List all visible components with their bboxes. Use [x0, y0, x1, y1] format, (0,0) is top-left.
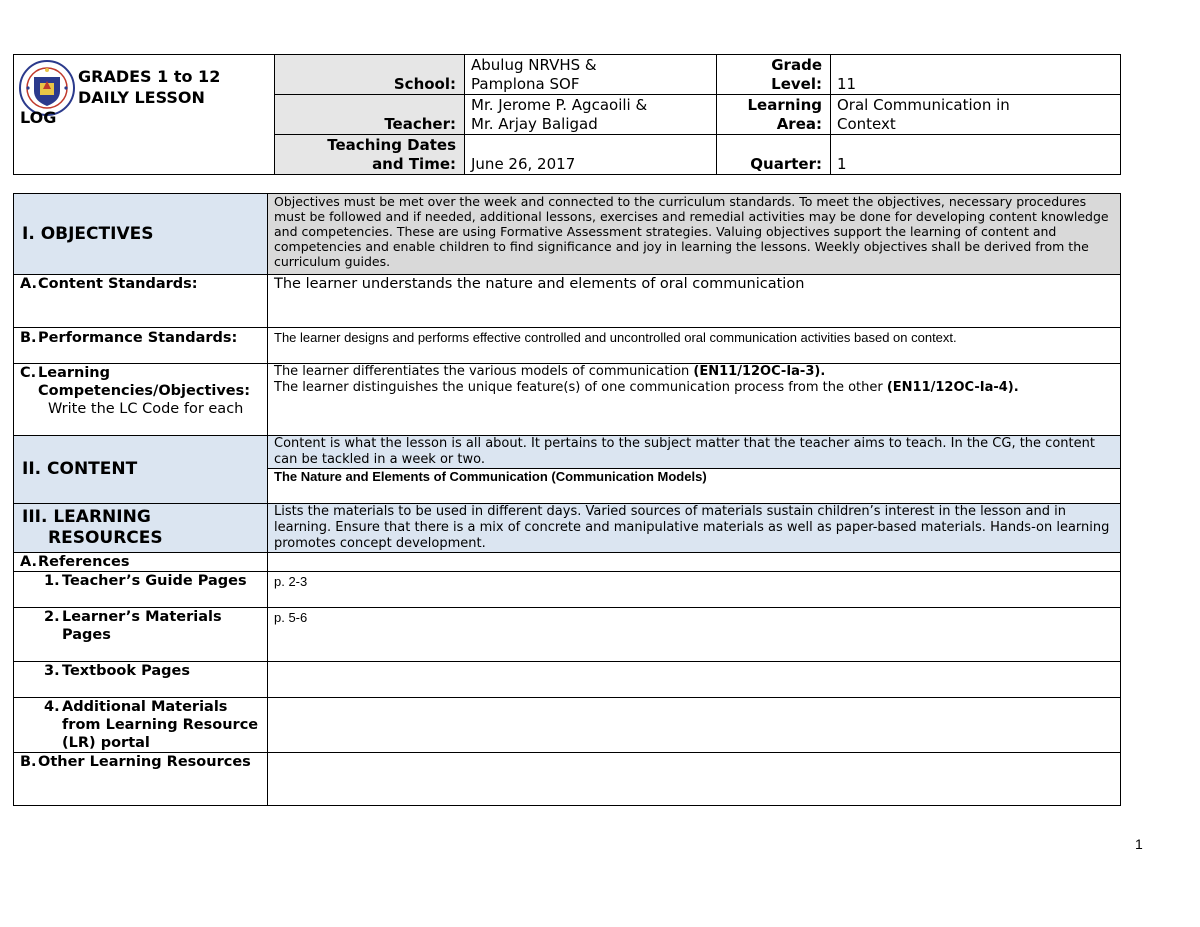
- content-note: Content is what the lesson is all about. It pertains to the subject matter that the teacher aims to teach. In the CG, the content can be tackled in a week or two.: [268, 436, 1121, 469]
- references-label: A. References: [14, 553, 268, 572]
- content-standards-value: The learner understands the nature and elements of oral communication: [268, 275, 1121, 328]
- objectives-note: Objectives must be met over the week and connected to the curriculum standards. To meet the objectives, necessary procedures must be followed and if needed, additional lessons, exercises and remedial activities may be done for developing content knowledge and competencies. These are using Formative Assessment strategies. Valuing objectives support the learning of content and competencies and enable children to find significance and joy in learning the lessons. Weekly objectives shall be derived from the curriculum guides.: [268, 194, 1121, 275]
- grade-level-value: 11: [831, 55, 1121, 95]
- learners-materials-value: p. 5-6: [268, 608, 1121, 662]
- content-standards-label: A. Content Standards:: [14, 275, 268, 328]
- learning-competencies-label: C. Learning Competencies/Objectives: Write the LC Code for each: [14, 364, 268, 436]
- additional-materials-value: [268, 698, 1121, 753]
- learning-area-value: Oral Communication in Context: [831, 95, 1121, 135]
- objectives-heading: I. OBJECTIVES: [14, 194, 268, 275]
- learners-materials-label: 2. Learner’s Materials Pages: [14, 608, 268, 662]
- school-value: Abulug NRVHS & Pamplona SOF: [465, 55, 717, 95]
- teachers-guide-label: 1. Teacher’s Guide Pages: [14, 572, 268, 608]
- content-value: The Nature and Elements of Communication (Communication Models): [268, 469, 1121, 504]
- references-value: [268, 553, 1121, 572]
- textbook-pages-label: 3. Textbook Pages: [14, 662, 268, 698]
- teacher-value: Mr. Jerome P. Agcaoili & Mr. Arjay Baligad: [465, 95, 717, 135]
- teachers-guide-value: p. 2-3: [268, 572, 1121, 608]
- performance-standards-label: B. Performance Standards:: [14, 328, 268, 364]
- learning-competencies-value: The learner differentiates the various models of communication (EN11/12OC-Ia-3). The learner distinguishes the unique feature(s) of one communication process from the other (EN11/12OC-Ia-4).: [268, 364, 1121, 436]
- other-resources-label: B. Other Learning Resources: [14, 753, 268, 806]
- lesson-log-table: [13, 193, 1121, 806]
- additional-materials-label: 4. Additional Materials from Learning Resource (LR) portal: [14, 698, 268, 753]
- teaching-dates-label: Teaching Dates and Time:: [275, 135, 465, 175]
- quarter-label: Quarter:: [717, 135, 831, 175]
- school-label: School:: [275, 55, 465, 95]
- other-resources-value: [268, 753, 1121, 806]
- learning-area-label: Learning Area:: [717, 95, 831, 135]
- title-cell: [14, 55, 275, 175]
- teaching-dates-value: June 26, 2017: [465, 135, 717, 175]
- content-heading: II. CONTENT: [14, 436, 268, 504]
- learning-resources-heading: III. LEARNING RESOURCES: [14, 504, 268, 553]
- page-title: GRADES 1 to 12 DAILY LESSON: [78, 67, 221, 107]
- page-title-log: LOG: [20, 108, 57, 127]
- quarter-value: 1: [831, 135, 1121, 175]
- header-table: [13, 54, 1121, 175]
- grade-level-label: Grade Level:: [717, 55, 831, 95]
- page-number: 1: [1135, 836, 1143, 852]
- learning-resources-note: Lists the materials to be used in different days. Varied sources of materials sustain children’s interest in the lesson and in learning. Ensure that there is a mix of concrete and manipulative materials as well as paper-based materials. Hands-on learning promotes concept development.: [268, 504, 1121, 553]
- textbook-pages-value: [268, 662, 1121, 698]
- performance-standards-value: The learner designs and performs effective controlled and uncontrolled oral communication activities based on context.: [268, 328, 1121, 364]
- teacher-label: Teacher:: [275, 95, 465, 135]
